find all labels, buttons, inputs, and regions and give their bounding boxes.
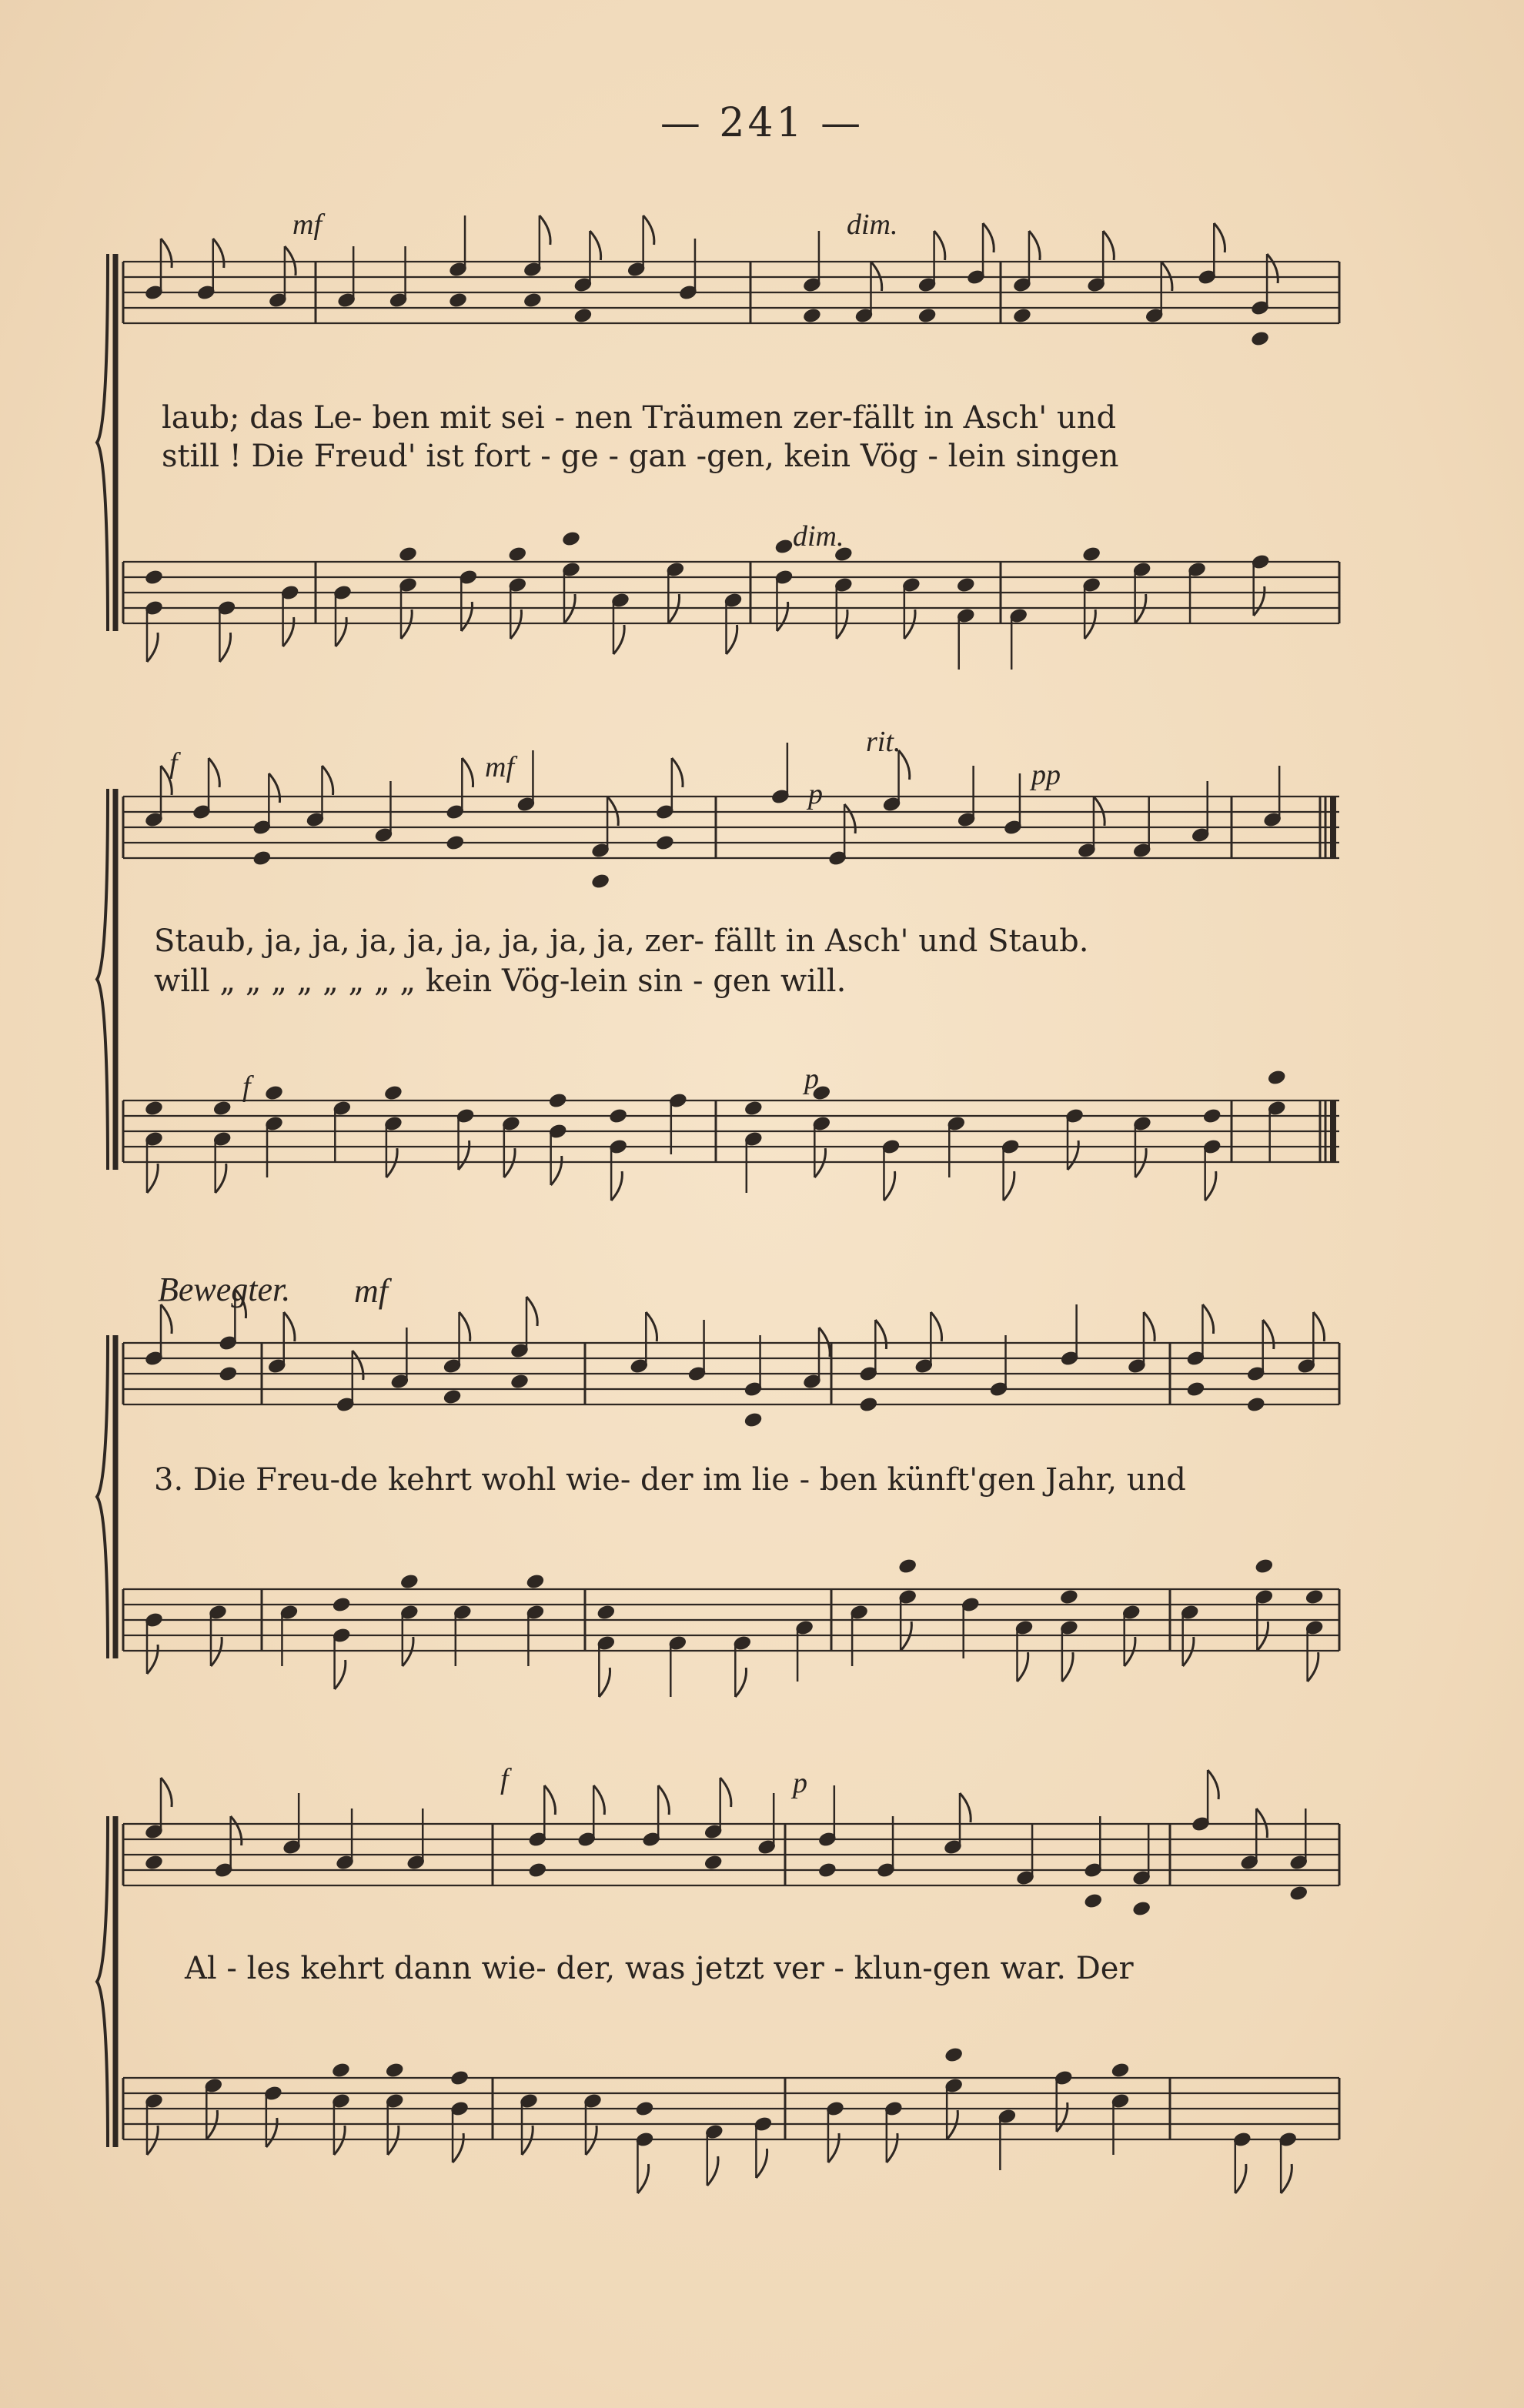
note-head: [817, 1862, 837, 1879]
lyric-line-1: Al - les kehrt dann wie- der, was jetzt ver - klun-gen war. Der: [185, 1951, 1134, 1986]
note-flag: [284, 1312, 295, 1341]
note-flag: [590, 231, 600, 260]
note-flag: [777, 602, 787, 631]
dynamic-dim: dim.: [847, 209, 898, 241]
note-head: [897, 1558, 917, 1575]
system-brace: [97, 789, 108, 1170]
music-system-3: [108, 1271, 1355, 1708]
note-flag: [231, 1816, 242, 1845]
note-head: [1246, 1396, 1266, 1414]
note-head: [744, 1100, 764, 1117]
note-flag: [720, 1778, 731, 1807]
note-head: [527, 1862, 547, 1879]
dynamic-pp: pp: [1031, 759, 1061, 791]
note-head: [144, 569, 164, 586]
note-flag: [526, 1297, 537, 1326]
note-flag: [593, 1785, 604, 1815]
note-flag: [1267, 254, 1278, 283]
note-flag: [216, 1164, 226, 1193]
note-head: [1288, 1885, 1308, 1902]
note-head: [561, 530, 581, 548]
note-head: [608, 1107, 628, 1125]
note-flag: [1068, 1141, 1078, 1170]
music-system-1: [108, 192, 1355, 670]
note-flag: [828, 2133, 839, 2163]
note-flag: [611, 1171, 622, 1201]
note-head: [634, 2100, 654, 2118]
note-head: [802, 307, 822, 325]
note-head: [450, 2069, 470, 2087]
note-flag: [219, 633, 230, 662]
note-head: [1254, 1558, 1274, 1575]
dynamic-f: f: [500, 1763, 509, 1795]
note-flag: [1062, 1652, 1073, 1682]
dynamic-mf: mf: [354, 1272, 388, 1310]
note-head: [1081, 546, 1101, 563]
note-head: [1012, 307, 1032, 325]
note-flag: [658, 1785, 669, 1815]
note-flag: [459, 1141, 470, 1170]
note-flag: [1018, 1652, 1028, 1682]
dynamic-dim: dim.: [793, 520, 844, 553]
dynamic-p: p: [808, 778, 823, 810]
dynamic-p: p: [793, 1767, 807, 1799]
note-head: [743, 1411, 763, 1429]
note-flag: [460, 1312, 470, 1341]
dynamic-mf: mf: [292, 209, 322, 241]
note-flag: [283, 617, 294, 646]
tempo-rit: rit.: [866, 726, 901, 758]
note-head: [956, 576, 976, 594]
page-number: — 241 —: [660, 100, 864, 146]
note-head: [252, 850, 272, 867]
note-head: [523, 292, 543, 309]
note-flag: [147, 633, 158, 662]
note-flag: [1103, 231, 1114, 260]
note-flag: [462, 758, 473, 787]
note-head: [917, 307, 937, 325]
note-flag: [209, 758, 219, 787]
note-flag: [1313, 1312, 1324, 1341]
note-head: [383, 1084, 403, 1102]
tempo-marking: Bewegter.: [158, 1271, 291, 1308]
note-head: [590, 873, 610, 890]
note-flag: [1208, 1770, 1218, 1799]
lyric-line-2: will „ „ „ „ „ „ „ „ kein Vög-lein sin - gen will.: [154, 964, 847, 999]
note-flag: [335, 1660, 346, 1689]
staff-notation-4: [108, 1770, 1355, 2247]
note-head: [510, 1373, 530, 1391]
note-flag: [672, 758, 683, 787]
note-flag: [707, 2156, 718, 2186]
note-flag: [599, 1668, 610, 1697]
note-head: [1110, 2062, 1130, 2079]
note-head: [144, 1100, 164, 1117]
note-flag: [353, 1351, 363, 1380]
note-flag: [1205, 1171, 1216, 1201]
note-flag: [336, 617, 346, 646]
note-flag: [884, 1171, 894, 1201]
note-flag: [1214, 223, 1225, 252]
note-flag: [844, 804, 855, 833]
lyric-line-1: 3. Die Freu-de kehrt wohl wie- der im lie - ben künft'gen Jahr, und: [154, 1462, 1186, 1498]
note-flag: [983, 223, 994, 252]
note-flag: [875, 1320, 886, 1349]
note-flag: [147, 1645, 158, 1674]
note-head: [1059, 1588, 1079, 1606]
lyric-line-1: Staub, ja, ja, ja, ja, ja, ja, ja, ja, zer- fällt in Asch' und Staub.: [154, 923, 1089, 959]
note-flag: [213, 239, 224, 268]
note-head: [264, 1084, 284, 1102]
note-head: [1305, 1588, 1325, 1606]
note-head: [573, 307, 593, 325]
note-head: [858, 1396, 878, 1414]
note-flag: [551, 1156, 562, 1185]
note-head: [1083, 1892, 1103, 1910]
note-flag: [1254, 586, 1265, 616]
dynamic-f: f: [169, 747, 178, 780]
music-system-2: [108, 726, 1355, 1208]
note-flag: [461, 602, 472, 631]
dynamic-mf: mf: [485, 751, 514, 783]
note-flag: [540, 215, 550, 245]
note-head: [1202, 1107, 1222, 1125]
note-flag: [735, 1668, 746, 1697]
dynamic-p: p: [804, 1063, 819, 1095]
lyric-line-1: laub; das Le- ben mit sei - nen Träumen zer-fällt in Asch' und: [162, 400, 1117, 436]
note-flag: [161, 239, 172, 268]
note-flag: [1308, 1652, 1318, 1682]
note-flag: [1202, 1304, 1213, 1334]
lyric-line-2: still ! Die Freud' ist fort - ge - gan -gen, kein Vög - lein singen: [162, 439, 1119, 474]
note-head: [655, 834, 675, 852]
note-head: [1185, 1381, 1205, 1398]
note-head: [596, 1604, 616, 1621]
note-flag: [727, 625, 737, 654]
dynamic-f: f: [242, 1070, 251, 1103]
note-flag: [1144, 1312, 1155, 1341]
note-flag: [269, 773, 279, 803]
note-flag: [931, 1312, 941, 1341]
note-head: [448, 292, 468, 309]
note-flag: [637, 2164, 648, 2193]
note-head: [1267, 1069, 1287, 1087]
note-flag: [887, 2133, 897, 2163]
note-head: [399, 1573, 419, 1591]
note-head: [704, 1854, 724, 1872]
system-brace: [97, 1335, 108, 1658]
note-flag: [266, 2118, 277, 2147]
note-head: [1131, 1900, 1151, 1918]
note-head: [548, 1092, 568, 1110]
note-flag: [1235, 2164, 1246, 2193]
note-flag: [643, 215, 654, 245]
note-head: [445, 834, 465, 852]
note-flag: [960, 1793, 971, 1822]
system-brace: [97, 1816, 108, 2147]
note-flag: [1263, 1320, 1274, 1349]
note-head: [944, 2046, 964, 2064]
note-flag: [646, 1312, 657, 1341]
note-head: [332, 1596, 352, 1614]
note-head: [218, 1365, 238, 1383]
note-flag: [1029, 231, 1040, 260]
note-flag: [1004, 1171, 1014, 1201]
note-head: [398, 546, 418, 563]
note-flag: [934, 231, 945, 260]
note-head: [212, 1100, 232, 1117]
note-flag: [1057, 2102, 1068, 2132]
note-flag: [544, 1785, 555, 1815]
note-head: [385, 2062, 405, 2079]
note-flag: [613, 625, 624, 654]
music-system-4: [108, 1763, 1355, 2247]
note-flag: [147, 1164, 158, 1193]
note-head: [331, 2062, 351, 2079]
note-head: [525, 1573, 545, 1591]
system-brace: [97, 254, 108, 631]
note-flag: [161, 1778, 172, 1807]
note-head: [507, 546, 527, 563]
note-flag: [322, 766, 333, 795]
note-flag: [1281, 2164, 1292, 2193]
note-head: [774, 538, 794, 556]
note-head: [442, 1388, 462, 1406]
note-head: [144, 1854, 164, 1872]
note-flag: [453, 2133, 463, 2163]
note-flag: [756, 2149, 767, 2178]
note-head: [1250, 330, 1270, 348]
